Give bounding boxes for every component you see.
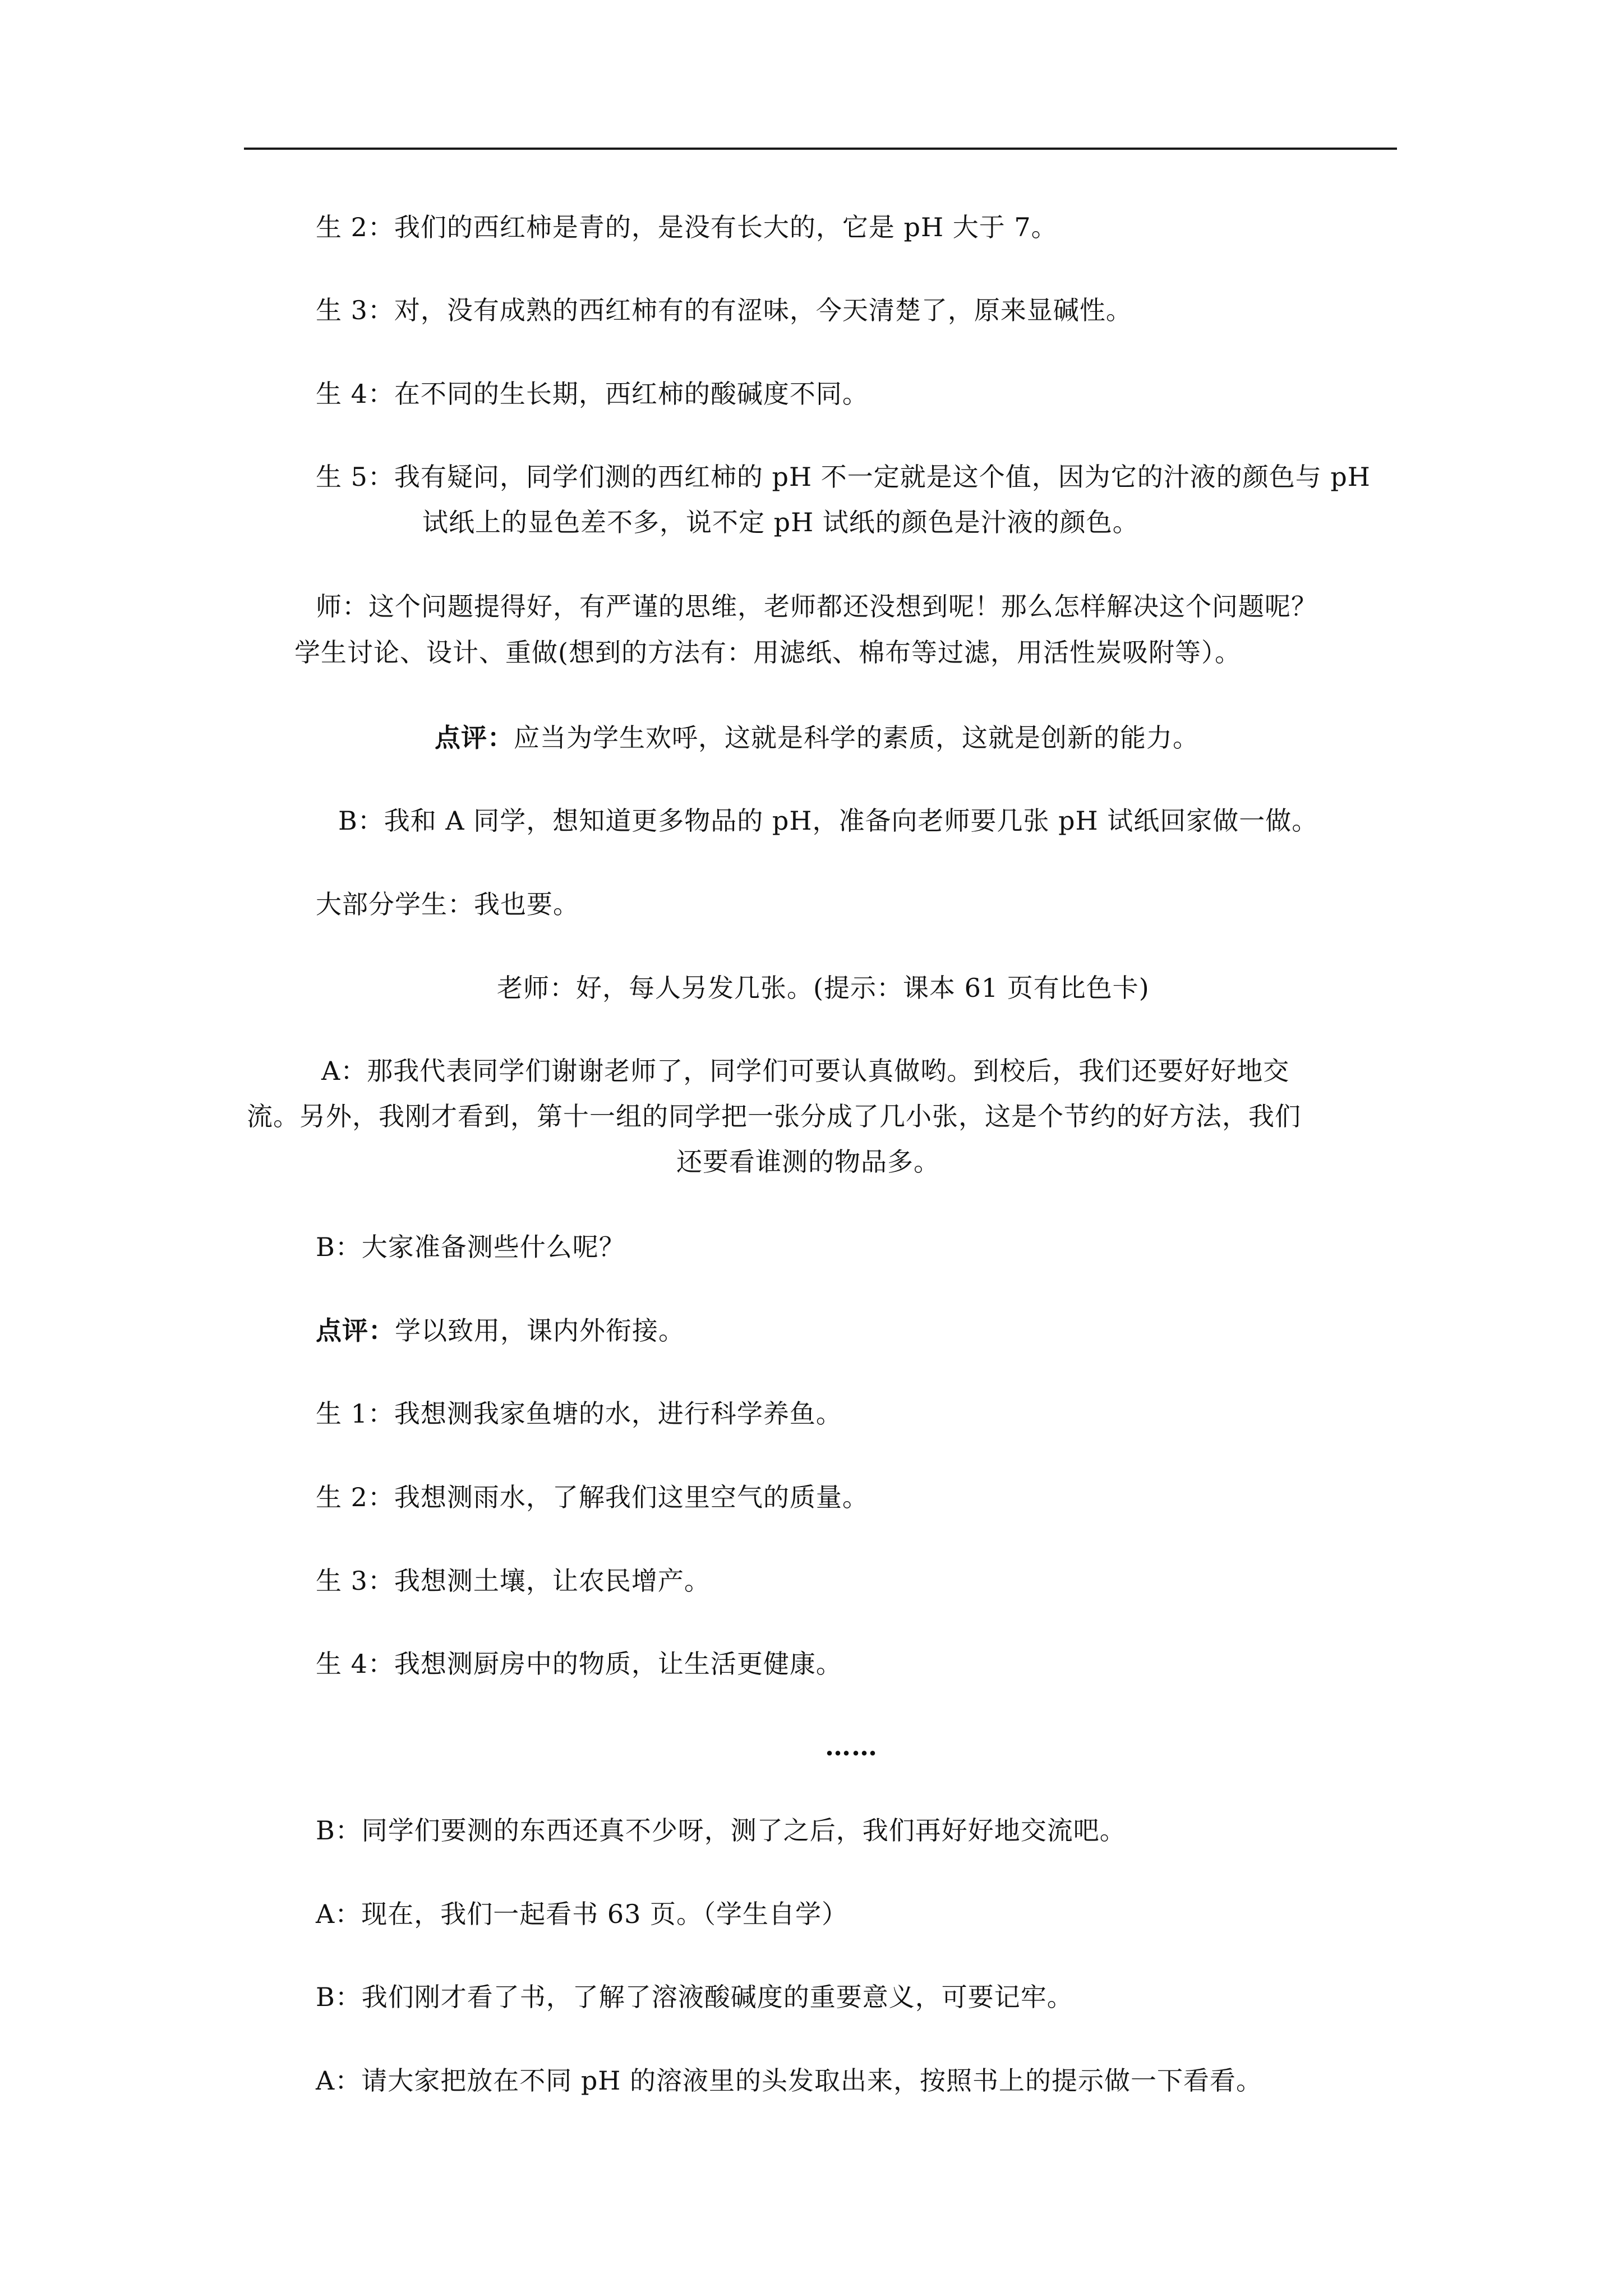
paragraph-a-3: A：请大家把放在不同 pH 的溶液里的头发取出来，按照书上的提示做一下看看。	[316, 2065, 1263, 2096]
paragraph-a-2: A：现在，我们一起看书 63 页。（学生自学）	[316, 1899, 848, 1929]
paragraph-b-3: B：同学们要测的东西还真不少呀，测了之后，我们再好好地交流吧。	[316, 1815, 1126, 1846]
paragraph-b-4: B：我们刚才看了书，了解了溶液酸碱度的重要意义，可要记牢。	[316, 1982, 1073, 2012]
ellipsis: ……	[825, 1731, 878, 1761]
paragraph-teacher-reply: 老师：好，每人另发几张。(提示：课本 61 页有比色卡)	[497, 973, 1150, 1003]
comment-label: 点评：	[435, 723, 514, 753]
paragraph-teacher-line-1: 师：这个问题提得好，有严谨的思维，老师都还没想到呢！那么怎样解决这个问题呢？	[316, 591, 1317, 622]
paragraph-student-3b: 生 3：我想测土壤，让农民增产。	[316, 1566, 711, 1596]
paragraph-b-1: B：我和 A 同学，想知道更多物品的 pH，准备向老师要几张 pH 试纸回家做一做。	[338, 806, 1318, 836]
paragraph-student-5-line-1: 生 5：我有疑问，同学们测的西红柿的 pH 不一定就是这个值，因为它的汁液的颜色与 pH	[316, 462, 1371, 492]
paragraph-student-5-line-2: 试纸上的显色差不多，说不定 pH 试纸的颜色是汁液的颜色。	[422, 507, 1139, 537]
comment-1	[435, 720, 1199, 756]
paragraph-student-1b: 生 1：我想测我家鱼塘的水，进行科学养鱼。	[316, 1398, 842, 1429]
comment-2	[316, 1313, 685, 1349]
paragraph-student-4b: 生 4：我想测厨房中的物质，让生活更健康。	[316, 1649, 842, 1679]
paragraph-student-4: 生 4：在不同的生长期，西红柿的酸碱度不同。	[316, 379, 869, 409]
header-rule	[244, 148, 1397, 150]
comment-text: 学以致用，课内外衔接。	[395, 1315, 685, 1346]
paragraph-student-3: 生 3：对，没有成熟的西红柿有的有涩味，今天清楚了，原来显碱性。	[316, 295, 1132, 325]
paragraph-majority: 大部分学生：我也要。	[316, 889, 579, 919]
paragraph-b-2: B：大家准备测些什么呢？	[316, 1232, 625, 1262]
paragraph-student-2: 生 2：我们的西红柿是青的，是没有长大的，它是 pH 大于 7。	[316, 212, 1058, 242]
paragraph-teacher-line-2: 学生讨论、设计、重做(想到的方法有：用滤纸、棉布等过滤，用活性炭吸附等）。	[294, 637, 1241, 668]
paragraph-a-1-line-2: 流。另外，我刚才看到，第十一组的同学把一张分成了几小张，这是个节约的好方法，我们	[247, 1101, 1301, 1131]
paragraph-a-1-line-1: A：那我代表同学们谢谢老师了，同学们可要认真做哟。到校后，我们还要好好地交	[321, 1056, 1290, 1086]
paragraph-a-1-line-3: 还要看谁测的物品多。	[676, 1147, 940, 1177]
comment-text: 应当为学生欢呼，这就是科学的素质，这就是创新的能力。	[514, 723, 1199, 753]
comment-label: 点评：	[316, 1315, 395, 1346]
paragraph-student-2b: 生 2：我想测雨水，了解我们这里空气的质量。	[316, 1482, 869, 1512]
